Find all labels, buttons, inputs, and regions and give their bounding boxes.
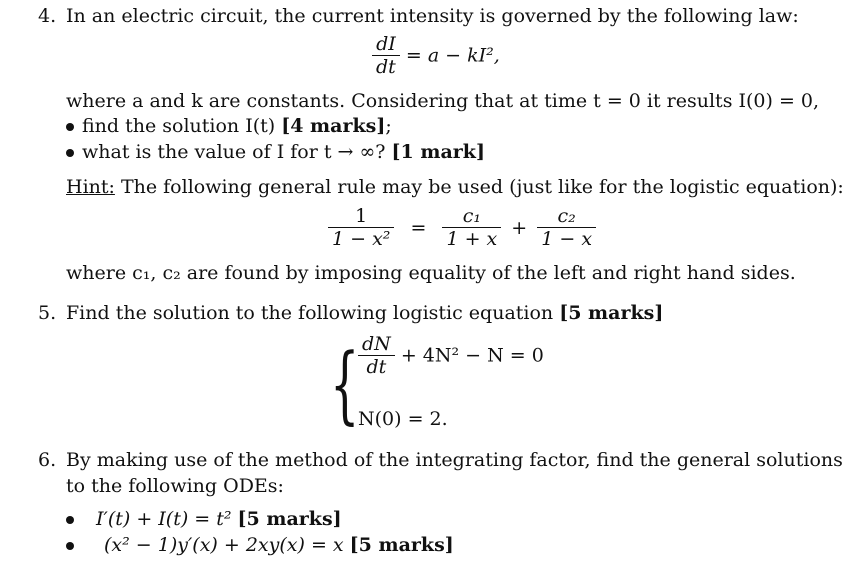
q5-equation-1 xyxy=(358,333,544,378)
question-4-intro: In an electric circuit, the current intensity is governed by the following law: xyxy=(66,5,799,27)
hint-frac-2-den: 1 + x xyxy=(446,228,498,250)
hint-plus: + xyxy=(511,216,528,239)
hint-frac-3-num: c₂ xyxy=(537,205,596,228)
q4-eq-rhs: = a − kI², xyxy=(405,44,500,67)
hint-fraction-1 xyxy=(328,205,394,250)
q6-item-2-text: (x² − 1)y′(x) + 2xy(x) = x xyxy=(104,534,350,556)
q5-eq1-rest: + 4N² − N = 0 xyxy=(400,344,544,367)
q4-hint-label: Hint: xyxy=(66,176,115,198)
q4-bullet-2-marks: [1 mark] xyxy=(391,141,485,163)
bullet-icon xyxy=(66,149,74,157)
question-5-statement xyxy=(66,302,663,324)
q4-derivative-fraction xyxy=(372,33,400,78)
q4-hint-equation xyxy=(328,205,596,250)
q6-item-2 xyxy=(66,534,454,556)
hint-equals: = xyxy=(410,216,427,239)
q6-item-1-text: I′(t) + I(t) = t² xyxy=(96,508,238,530)
hint-frac-2-num: c₁ xyxy=(442,205,501,228)
bullet-icon xyxy=(66,516,74,524)
hint-fraction-3 xyxy=(537,205,596,250)
q6-item-1 xyxy=(66,508,342,530)
q4-where-text: where a and k are constants. Considering that at time t = 0 it results I(0) = 0, xyxy=(66,90,820,112)
q6-item-1-marks: [5 marks] xyxy=(237,508,342,530)
q6-text-line-1: By making use of the method of the integrating factor, find the general solutions xyxy=(66,449,843,471)
q4-bullet-1 xyxy=(66,115,392,137)
q4-hint-after: where c₁, c₂ are found by imposing equality of the left and right hand sides. xyxy=(66,262,796,284)
q5-frac-den: dt xyxy=(366,356,387,378)
q4-bullet-1-text: find the solution I(t) xyxy=(82,115,282,137)
q5-derivative-fraction xyxy=(358,333,395,378)
q4-hint xyxy=(66,176,844,198)
q6-item-2-marks: [5 marks] xyxy=(349,534,454,556)
question-4-number: 4. xyxy=(38,5,57,27)
q5-marks: [5 marks] xyxy=(559,302,664,324)
hint-frac-3-den: 1 − x xyxy=(541,228,593,250)
q6-text-line-2: to the following ODEs: xyxy=(66,475,284,497)
question-6-number: 6. xyxy=(38,449,57,471)
q4-hint-text: The following general rule may be used (just like for the logistic equation): xyxy=(114,176,844,198)
hint-frac-1-den: 1 − x² xyxy=(332,228,391,250)
q5-equation-2: N(0) = 2. xyxy=(358,408,448,430)
q4-bullet-2-text: what is the value of I for t → ∞? xyxy=(82,141,392,163)
q5-system-brace: { xyxy=(330,335,360,433)
question-5-number: 5. xyxy=(38,302,57,324)
hint-frac-1-num: 1 xyxy=(328,205,394,228)
bullet-icon xyxy=(66,542,74,550)
q4-bullet-2 xyxy=(66,141,485,163)
q4-bullet-1-marks: [4 marks] xyxy=(281,115,386,137)
q5-text: Find the solution to the following logistic equation xyxy=(66,302,560,324)
hint-fraction-2 xyxy=(442,205,501,250)
q4-equation xyxy=(372,33,500,78)
bullet-icon xyxy=(66,123,74,131)
q4-frac-num: dI xyxy=(372,33,400,56)
q4-bullet-1-end: ; xyxy=(385,115,392,137)
q4-frac-den: dt xyxy=(376,56,396,78)
q5-frac-num: dN xyxy=(358,333,395,356)
